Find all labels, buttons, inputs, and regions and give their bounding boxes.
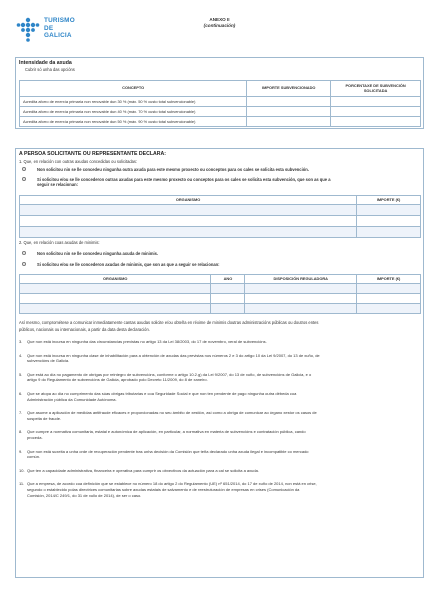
item1-text: 1. Que, en relación con outras axudas concedidas ou solicitadas: bbox=[19, 159, 138, 164]
declaration-item bbox=[19, 391, 417, 402]
amount-input[interactable] bbox=[247, 107, 331, 117]
item-text: Que non está incursa en ningunha clase de inhabilitación para a obtención de axudas das previstas nos números 2 e 3 do artigo 10 da Lei 9/2007, do 13 de xuño, de bbox=[27, 352, 320, 358]
percent-input[interactable] bbox=[331, 97, 421, 107]
concept-cell: Acredita aforro de enerxía primaria non renovable dun 50 % (máx. 90 % custo total subvencionable) bbox=[20, 117, 247, 127]
commitment-line-2: públicos, nacionais ou internacionais, a partir da data desta declaración. bbox=[19, 327, 150, 332]
commitment-line-1: Así mesmo, comprométese a comunicar inmediatamente cantas axudas solicite e/ou obteña en réxime de minimis doutras administracións públicas ou doutros entes bbox=[19, 320, 319, 325]
declaration-item bbox=[19, 410, 417, 421]
amount-input[interactable] bbox=[247, 97, 331, 107]
intensity-instruction: Cubrir só unha das opcións bbox=[25, 67, 75, 72]
item-text: común. bbox=[27, 454, 41, 460]
table-row bbox=[20, 227, 421, 238]
organism-input[interactable] bbox=[20, 284, 211, 294]
item-number: 3. bbox=[19, 339, 23, 344]
item-text: Que está ao día no pagamento de obrigas por reintegro de subvencións, conforme o artigo 10.2.g) da Lei 9/2007, do 13 de xuño, de subvencións de Galicia, e o bbox=[27, 371, 312, 377]
organism-input[interactable] bbox=[20, 294, 211, 304]
amount-input[interactable] bbox=[357, 216, 421, 227]
table-row bbox=[20, 216, 421, 227]
intensity-table bbox=[19, 80, 421, 127]
annex-subtitle: (continuación) bbox=[203, 23, 236, 28]
col-amount: IMPORTE (€) bbox=[357, 196, 421, 205]
amount-input[interactable] bbox=[357, 227, 421, 238]
item-text: Que a empresa, de acordo coa definición que se establece no número 18 do artigo 2 do Regulamento (UE) nº 651/2014, do 17 de xuño de 2014, non está en crise, bbox=[27, 481, 317, 487]
table-row bbox=[20, 304, 421, 314]
percent-input[interactable] bbox=[331, 107, 421, 117]
table-row bbox=[20, 205, 421, 216]
item-number: 10. bbox=[19, 467, 25, 473]
item-text: Que se atopa ao día no cumprimento das súas obrigas tributarias e coa Seguridade Social e que non ten pendente de pago ningunha outra débeda coa bbox=[27, 390, 297, 396]
logo-line-1: TURISMO bbox=[44, 17, 75, 24]
logo-line-3: GALICIA bbox=[44, 32, 72, 40]
declaration-item bbox=[19, 372, 417, 383]
item2-option2-radio[interactable] bbox=[22, 262, 26, 266]
amount-input[interactable] bbox=[247, 117, 331, 127]
item2-option1-radio[interactable] bbox=[22, 251, 26, 255]
col-year: ANO bbox=[211, 275, 245, 284]
item-number: 11. bbox=[19, 481, 25, 487]
amount-input[interactable] bbox=[357, 284, 421, 294]
annex-title: ANEXO II bbox=[209, 17, 230, 22]
year-input[interactable] bbox=[211, 284, 245, 294]
col-organism: ORGANISMO bbox=[20, 196, 357, 205]
regulation-input[interactable] bbox=[245, 294, 357, 304]
item-text: Que asume a aplicación de medidas antifraude eficaces e proporcionadas no seu ámbito de xestión, así como a obriga de comunicar ao órgano xestor os casos de bbox=[27, 410, 317, 416]
percent-input[interactable] bbox=[331, 117, 421, 127]
item2-text: 2. Que, en relación coas axudas de minimis: bbox=[19, 240, 100, 245]
col-amount: IMPORTE (€) bbox=[357, 275, 421, 284]
logo-line-2: DE bbox=[44, 24, 54, 32]
item-text: Comisión, 2014/C 249/1, do 31 de xullo de 2014), de ser o caso. bbox=[27, 492, 142, 498]
minimis-aids-table bbox=[19, 274, 421, 314]
item1-option2-radio[interactable] bbox=[22, 177, 26, 181]
item-text: segundo o establecido polas directrices comunitarias sobre axudas estatais de salvamento e de reestruturación de empresas en crises (Comunicación da bbox=[27, 486, 300, 492]
col-organism: ORGANISMO bbox=[20, 275, 211, 284]
item-number: 7. bbox=[19, 410, 23, 416]
organism-input[interactable] bbox=[20, 227, 357, 238]
item1-option1-label: Non solicitou nin se lle concedeu ningunha outra axuda para este mesmo proxecto ou conceptos para os cales se solicita esta subvención. bbox=[37, 167, 309, 172]
item2-option1-label: Non solicitou nin se lle concedeu ningunha axuda de minimis. bbox=[37, 251, 159, 256]
declaration-title: A PERSOA SOLICITANTE OU REPRESENTANTE DECLARA: bbox=[19, 151, 166, 157]
item-text: Administración pública da Comunidade Autónoma. bbox=[27, 396, 117, 402]
item-number: 6. bbox=[19, 390, 23, 396]
declaration-item bbox=[19, 449, 417, 460]
item-text: Que non está incursa en ningunha das circunstancias previstas no artigo 13 da Lei 38/2003, do 17 de novembro, xeral de subvencións. bbox=[27, 339, 267, 344]
table-row bbox=[20, 97, 421, 107]
table-row bbox=[20, 107, 421, 117]
item-number: 5. bbox=[19, 371, 23, 377]
item-text: Que ten a capacidade administrativa, financeira e operativa para cumprir os obxectivos da actuación para a cal se solicita a axuda. bbox=[27, 467, 259, 473]
declaration-item bbox=[19, 429, 417, 440]
col-amount: IMPORTE SUBVENCIONADO bbox=[247, 81, 331, 97]
concept-cell: Acredita aforro de enerxía primaria non renovable dun 30 % (máx. 50 % custo total subvencionable) bbox=[20, 97, 247, 107]
col-regulation: DISPOSICIÓN REGULADORA bbox=[245, 275, 357, 284]
item-text: proceda. bbox=[27, 434, 43, 440]
table-row bbox=[20, 117, 421, 127]
item-text: artigo 9 do Regulamento de subvencións de Galicia, aprobado polo Decreto 11/2009, do 8 de xaneiro. bbox=[27, 377, 208, 383]
item2-option2-label: Si solicitou e/ou se lle concederon axudas de minimis, que son as que a seguir se relacionan: bbox=[37, 262, 220, 267]
item-text: Que cumpre a normativa comunitaria, estatal e autonómica de aplicación, en particular, a normativa en materia de subvencións e contratación pública, cando bbox=[27, 429, 306, 435]
regulation-input[interactable] bbox=[245, 284, 357, 294]
amount-input[interactable] bbox=[357, 205, 421, 216]
table-row bbox=[20, 294, 421, 304]
regulation-input[interactable] bbox=[245, 304, 357, 314]
item-text: Que non está suxeita a unha orde de recuperación pendente tras unha decisión da Comisión que teña declarado unha axuda ilegal e incompatible co mercado bbox=[27, 448, 309, 454]
declaration-item bbox=[19, 353, 417, 364]
declaration-item bbox=[19, 339, 417, 345]
declaration-list bbox=[19, 339, 417, 506]
year-input[interactable] bbox=[211, 304, 245, 314]
other-aids-table bbox=[19, 195, 421, 238]
item1-option1-radio[interactable] bbox=[22, 167, 26, 171]
item-number: 4. bbox=[19, 352, 23, 358]
organism-input[interactable] bbox=[20, 304, 211, 314]
amount-input[interactable] bbox=[357, 304, 421, 314]
item1-option2-label-2: seguir se relacionan: bbox=[37, 182, 78, 187]
organism-input[interactable] bbox=[20, 216, 357, 227]
item-text: subvencións de Galicia. bbox=[27, 358, 70, 364]
amount-input[interactable] bbox=[357, 294, 421, 304]
declaration-item bbox=[19, 481, 417, 498]
item1-option2-label-1: Si solicitou e/ou se lle concederon outras axudas para este mesmo proxecto ou conceptos para os cales se solicita esta subvención, que son as que a bbox=[37, 177, 331, 182]
col-percent: PORCENTAXE DE SUBVENCIÓN SOLICITADA bbox=[331, 81, 421, 97]
table-row bbox=[20, 284, 421, 294]
item-number: 9. bbox=[19, 448, 23, 454]
year-input[interactable] bbox=[211, 294, 245, 304]
concept-cell: Acredita aforro de enerxía primaria non renovable dun 40 % (máx. 70 % custo total subvencionable) bbox=[20, 107, 247, 117]
item-number: 8. bbox=[19, 429, 23, 435]
organism-input[interactable] bbox=[20, 205, 357, 216]
declaration-item bbox=[19, 468, 417, 474]
item-text: sospeita de fraude. bbox=[27, 415, 62, 421]
col-concept: CONCEPTO bbox=[20, 81, 247, 97]
intensity-title: Intensidade da axuda bbox=[19, 60, 72, 66]
